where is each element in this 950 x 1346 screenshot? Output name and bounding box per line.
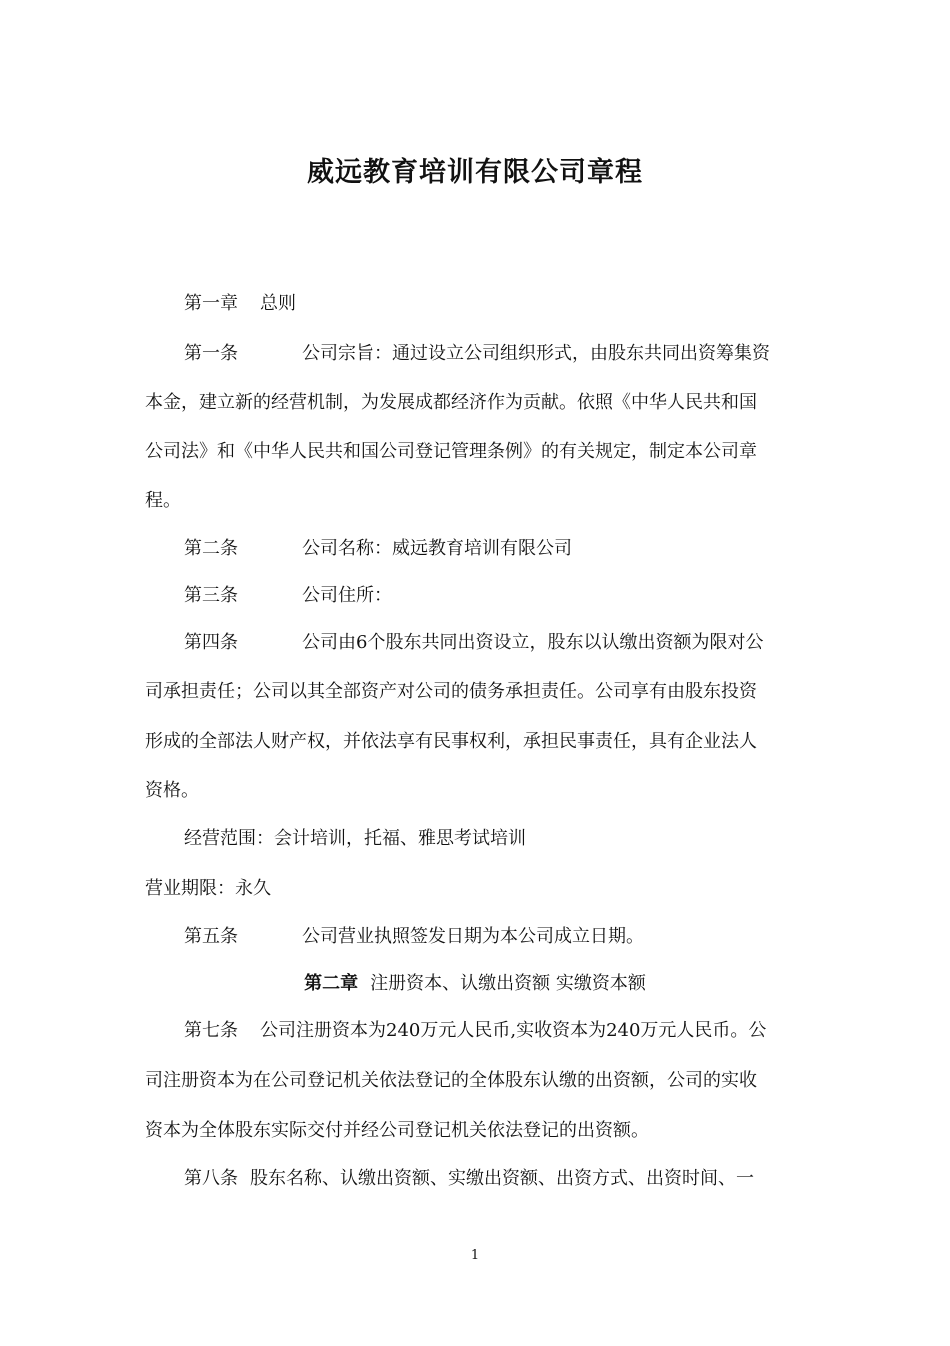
- article-8: [184, 1166, 754, 1192]
- article-8-label: 第八条: [184, 1168, 238, 1189]
- article-5: [184, 924, 644, 950]
- article-4-label: 第四条: [184, 632, 238, 653]
- article-3: [184, 583, 392, 609]
- article-4-text-1: 公司由6个股东共同出资设立，股东以认缴出资额为限对公: [302, 632, 764, 653]
- chapter-2-heading: [0, 971, 950, 997]
- article-1-text-1: 公司宗旨：通过设立公司组织形式，由股东共同出资筹集资: [302, 343, 770, 364]
- article-1-line-3: 公司法》和《中华人民共和国公司登记管理条例》的有关规定，制定本公司章: [145, 441, 757, 462]
- chapter-1-heading: [184, 291, 296, 317]
- article-4-line-3: 形成的全部法人财产权，并依法享有民事权利，承担民事责任，具有企业法人: [145, 731, 757, 752]
- article-8-text: 股东名称、认缴出资额、实缴出资额、出资方式、出资时间、一: [250, 1168, 754, 1189]
- article-4-line-2: 司承担责任；公司以其全部资产对公司的债务承担责任。公司享有由股东投资: [145, 681, 757, 702]
- article-1-line-1: [184, 341, 770, 367]
- article-7-line-3: 资本为全体股东实际交付并经公司登记机关依法登记的出资额。: [145, 1120, 649, 1141]
- article-4-line-4: 资格。: [145, 780, 199, 801]
- article-7-line-1: [184, 1018, 766, 1044]
- article-5-text: 公司营业执照签发日期为本公司成立日期。: [302, 926, 644, 947]
- article-1-line-4: 程。: [145, 490, 181, 511]
- article-7-label: 第七条: [184, 1020, 238, 1041]
- article-1-line-2: 本金，建立新的经营机制，为发展成都经济作为贡献。依照《中华人民共和国: [145, 392, 757, 413]
- article-3-label: 第三条: [184, 585, 238, 606]
- article-7-line-2: 司注册资本为在公司登记机关依法登记的全体股东认缴的出资额，公司的实收: [145, 1070, 757, 1091]
- article-2-label: 第二条: [184, 538, 238, 559]
- business-scope: 经营范围：会计培训，托福、雅思考试培训: [184, 828, 526, 849]
- article-4-line-1: [184, 630, 763, 656]
- page-number: 1: [470, 1248, 480, 1263]
- article-5-label: 第五条: [184, 926, 238, 947]
- article-7-text-1: 公司注册资本为240万元人民币,实收资本为240万元人民币。公: [260, 1020, 767, 1041]
- chapter-1-label: 第一章: [184, 293, 238, 314]
- article-3-text: 公司住所：: [302, 585, 392, 606]
- document-title: 威远教育培训有限公司章程: [307, 157, 643, 188]
- business-term: 营业期限：永久: [145, 878, 271, 899]
- chapter-1-name: 总则: [260, 293, 296, 314]
- chapter-2-label: 第二章: [304, 973, 359, 994]
- article-2-text: 公司名称：威远教育培训有限公司: [302, 538, 572, 559]
- article-2: [184, 536, 572, 562]
- chapter-2-name: 注册资本、认缴出资额 实缴资本额: [370, 973, 646, 994]
- article-1-label: 第一条: [184, 343, 238, 364]
